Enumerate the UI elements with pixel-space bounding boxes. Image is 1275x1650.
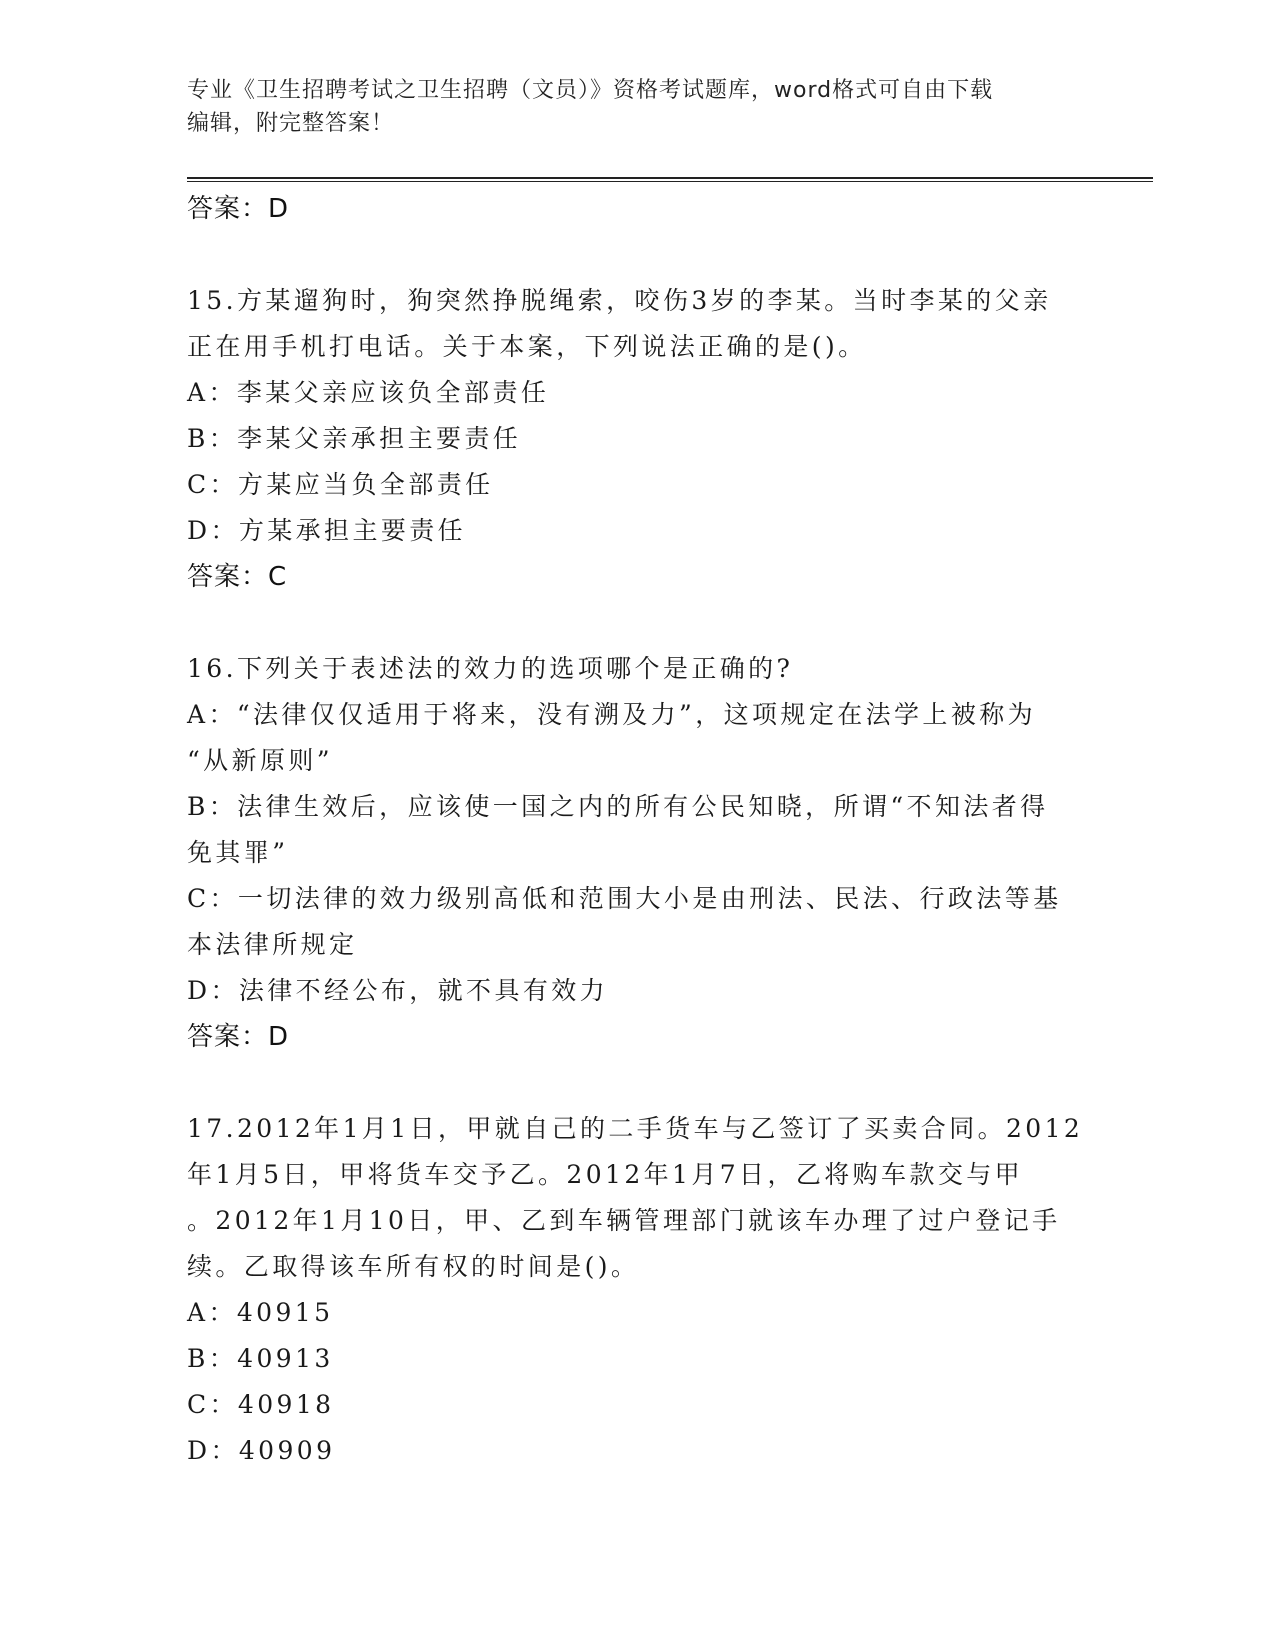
question-17 [187,1106,1087,1474]
question-stem-line: 正在用手机打电话。关于本案，下列说法正确的是()。 [187,332,867,361]
spacer [187,1060,1087,1106]
question-15 [187,278,1087,600]
option-a-continued: “从新原则” [187,746,333,775]
option-b: B：法律生效后，应该使一国之内的所有公民知晓，所谓“不知法者得 [187,792,1049,821]
document-content [187,186,1087,1474]
option-c: C：方某应当负全部责任 [187,470,494,499]
question-stem-line: 15.方某遛狗时，狗突然挣脱绳索，咬伤3岁的李某。当时李某的父亲 [187,286,1052,315]
question-stem-line: 16.下列关于表述法的效力的选项哪个是正确的? [187,654,794,683]
option-b-continued: 免其罪” [187,838,289,867]
option-c: C：40918 [187,1390,335,1419]
option-a: A：李某父亲应该负全部责任 [187,378,550,407]
header-line-2: 编辑，附完整答案！ [187,111,395,136]
header-divider [187,177,1153,182]
page-header [187,74,1087,140]
question-stem-line: 续。乙取得该车所有权的时间是()。 [187,1252,640,1281]
option-a: A：“法律仅仅适用于将来，没有溯及力”，这项规定在法学上被称为 [187,700,1037,729]
question-stem-line: 17.2012年1月1日，甲就自己的二手货车与乙签订了买卖合同。2012 [187,1114,1084,1143]
option-c-continued: 本法律所规定 [187,930,358,959]
option-d: D：40909 [187,1436,336,1465]
question-stem-line: 。2012年1月10日，甲、乙到车辆管理部门就该车办理了过户登记手 [187,1206,1061,1235]
option-b: B：40913 [187,1344,334,1373]
question-16 [187,646,1087,1060]
question-stem-line: 年1月5日，甲将货车交予乙。2012年1月7日，乙将购车款交与甲 [187,1160,1024,1189]
header-line-1: 专业《卫生招聘考试之卫生招聘（文员）》资格考试题库，word格式可自由下载 [187,78,994,103]
option-a: A：40915 [187,1298,334,1327]
answer: 答案：C [187,562,288,592]
option-d: D：法律不经公布，就不具有效力 [187,976,609,1005]
option-b: B：李某父亲承担主要责任 [187,424,522,453]
option-d: D：方某承担主要责任 [187,516,467,545]
answer: 答案：D [187,1022,290,1052]
spacer [187,232,1087,278]
option-c: C：一切法律的效力级别高低和范围大小是由刑法、民法、行政法等基 [187,884,1062,913]
previous-answer: 答案：D [187,194,290,224]
spacer [187,600,1087,646]
